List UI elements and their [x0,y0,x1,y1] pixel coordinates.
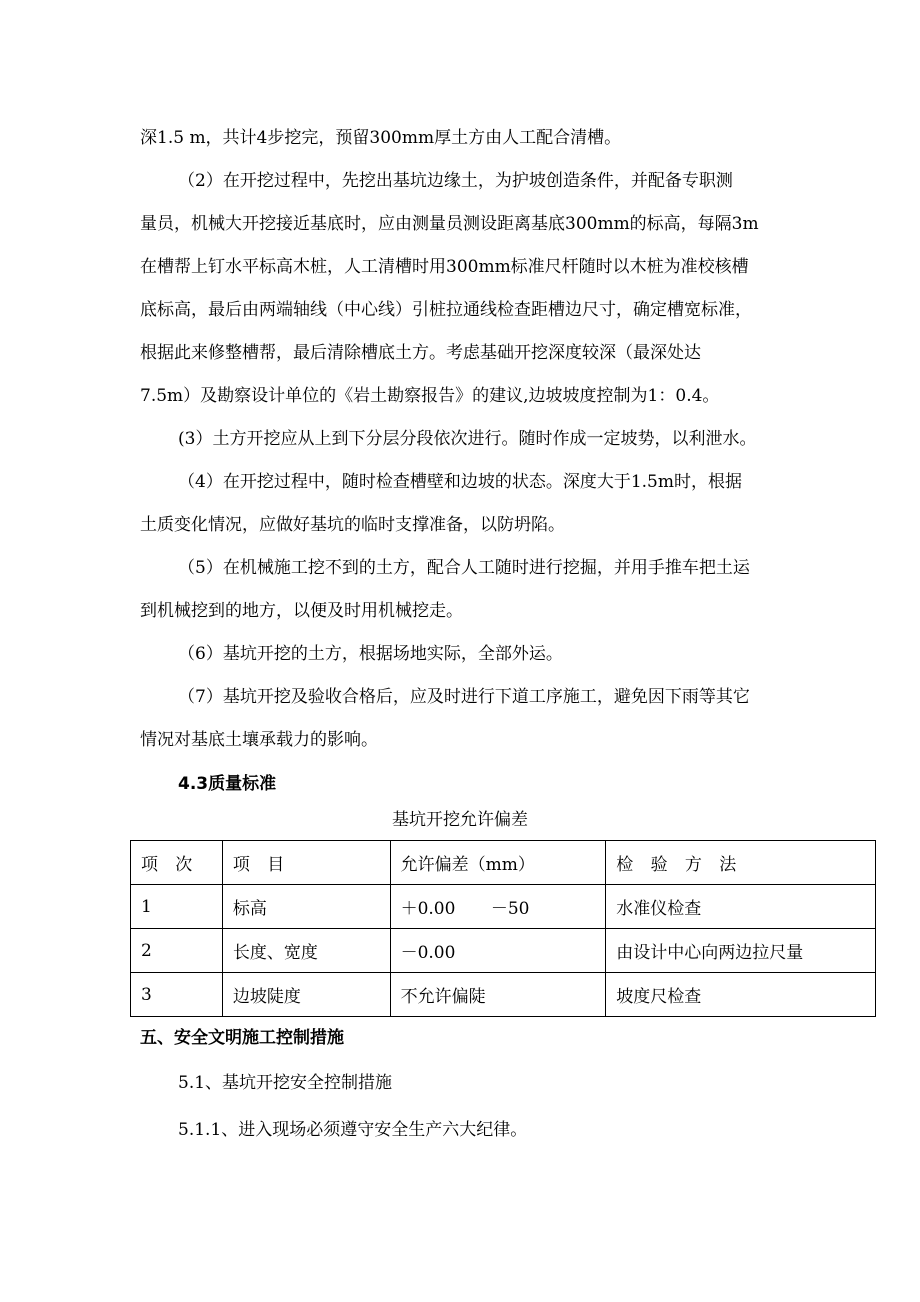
paragraph-line: 量员，机械大开挖接近基底时，应由测量员测设距离基底300mm的标高，每隔3m [140,214,759,234]
section-heading: 五、安全文明施工控制措施 [140,1028,344,1048]
table-header-cell: 检 验 方 法 [606,841,876,885]
paragraph-line: 到机械挖到的地方，以便及时用机械挖走。 [140,601,463,621]
paragraph-line: 土质变化情况，应做好基坑的临时支撑准备，以防坍陷。 [140,515,565,535]
paragraph-line: （7）基坑开挖及验收合格后，应及时进行下道工序施工，避免因下雨等其它 [178,687,750,707]
table-cell: 1 [131,885,223,929]
table-header-cell: 允许偏差（mm） [390,841,606,885]
section-heading: 4.3质量标准 [178,774,277,794]
table-cell: 3 [131,973,223,1017]
table-cell: 边坡陡度 [222,973,390,1017]
paragraph-line: 情况对基底土壤承载力的影响。 [140,730,378,750]
table-cell: －0.00 [390,929,606,973]
paragraph-line: 底标高，最后由两端轴线（中心线）引桩拉通线检查距槽边尺寸，确定槽宽标准， [140,300,752,320]
table-cell: 2 [131,929,223,973]
table-caption: 基坑开挖允许偏差 [392,810,528,830]
table-row [131,885,876,929]
table-cell: 坡度尺检查 [606,973,876,1017]
table-cell: ＋0.00 －50 [390,885,606,929]
table-cell: 水准仪检查 [606,885,876,929]
paragraph-line: 7.5m）及勘察设计单位的《岩土勘察报告》的建议,边坡坡度控制为1：0.4。 [140,386,720,406]
paragraph-line: （6）基坑开挖的土方，根据场地实际，全部外运。 [178,644,563,664]
paragraph-line: （2）在开挖过程中，先挖出基坑边缘土，为护坡创造条件，并配备专职测 [178,171,733,191]
table-header-row [131,841,876,885]
table-header-cell: 项 目 [222,841,390,885]
table-cell: 由设计中心向两边拉尺量 [606,929,876,973]
subsection-heading: 5.1、基坑开挖安全控制措施 [178,1073,393,1093]
subsection-heading: 5.1.1、进入现场必须遵守安全生产六大纪律。 [178,1120,528,1140]
table-header-cell: 项 次 [131,841,223,885]
paragraph-line: 在槽帮上钉水平标高木桩，人工清槽时用300mm标准尺杆随时以木桩为准校核槽 [140,257,749,277]
paragraph-line: （4）在开挖过程中，随时检查槽壁和边坡的状态。深度大于1.5m时，根据 [178,472,742,492]
table-row [131,973,876,1017]
table-cell: 标高 [222,885,390,929]
table-row [131,929,876,973]
paragraph-line: 深1.5 m，共计4步挖完，预留300mm厚土方由人工配合清槽。 [140,128,622,148]
table-cell: 长度、宽度 [222,929,390,973]
deviation-table [130,840,876,1017]
paragraph-line: 根据此来修整槽帮，最后清除槽底土方。考虑基础开挖深度较深（最深处达 [140,343,701,363]
paragraph-line: （5）在机械施工挖不到的土方，配合人工随时进行挖掘，并用手推车把土运 [178,558,750,578]
table-cell: 不允许偏陡 [390,973,606,1017]
paragraph-line: (3）土方开挖应从上到下分层分段依次进行。随时作成一定坡势，以利泄水。 [178,429,757,449]
